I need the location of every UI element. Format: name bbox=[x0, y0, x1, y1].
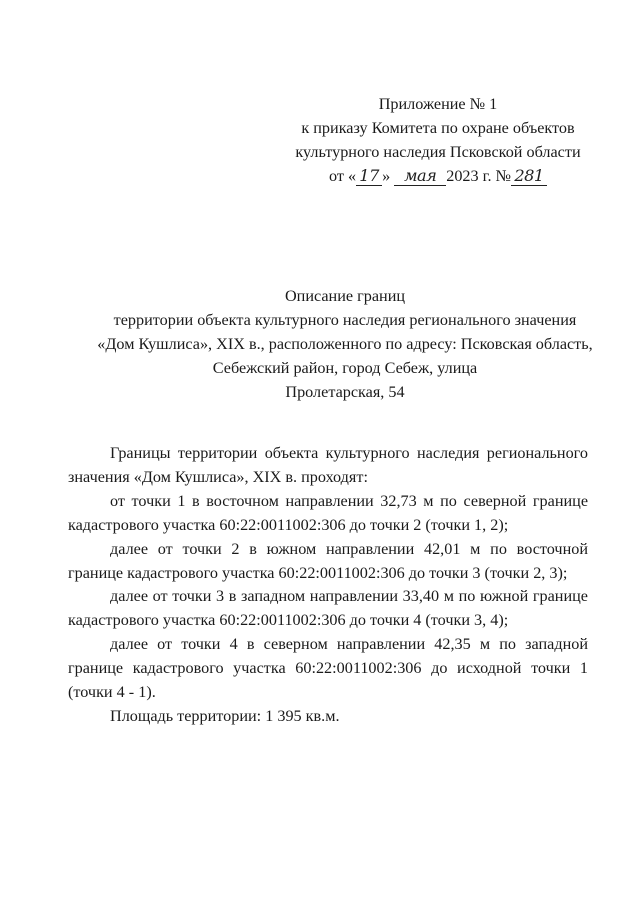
boundary-description bbox=[68, 442, 588, 729]
segment-paragraph-1: от точки 1 в восточном направлении 32,73 м по северной границе кадастрового участка 60:22:0011002:306 до точки 2 (точки 1, 2); bbox=[68, 491, 588, 534]
date-mid: » bbox=[382, 167, 391, 185]
intro-paragraph: Границы территории объекта культурного наследия регионального значения «Дом Кушлиса», XIX в. проходят: bbox=[68, 444, 588, 486]
handwritten-month: мая bbox=[394, 167, 446, 186]
handwritten-day: 17 bbox=[356, 167, 382, 186]
appendix-number: Приложение № 1 bbox=[378, 95, 498, 113]
date-prefix: от « bbox=[328, 167, 357, 185]
area-paragraph: Площадь территории: 1 395 кв.м. bbox=[110, 706, 340, 725]
title-line-1: Описание границ bbox=[284, 287, 406, 305]
segment-paragraph-3: далее от точки 3 в западном направлении 33,40 м по южной границе кадастрового участка 60:22:0011002:306 до точки 4 (точки 3, 4); bbox=[68, 587, 588, 630]
segment-paragraph-4: далее от точки 4 в северном направлении 42,35 м по западной границе кадастрового участка 60:22:0011002:306 до исходной точки 1 (точки 4 - 1). bbox=[68, 635, 588, 702]
title-line-4: Себежский район, город Себеж, улица bbox=[212, 359, 478, 377]
title-line-5: Пролетарская, 54 bbox=[285, 383, 405, 401]
document-title bbox=[60, 284, 630, 404]
handwritten-order-number: 281 bbox=[511, 167, 547, 186]
date-year: 2023 г. № bbox=[446, 167, 512, 185]
title-line-3: «Дом Кушлиса», XIX в., расположенного по адресу: Псковская область, bbox=[97, 335, 593, 353]
title-line-2: территории объекта культурного наследия регионального значения bbox=[113, 311, 577, 329]
segment-paragraph-2: далее от точки 2 в южном направлении 42,01 м по восточной границе кадастрового участка 60:22:0011002:306 до точки 3 (точки 2, 3); bbox=[68, 539, 588, 582]
order-date-line bbox=[288, 164, 588, 188]
committee-name: культурного наследия Псковской области bbox=[295, 143, 581, 161]
order-reference: к приказу Комитета по охране объектов bbox=[301, 119, 575, 137]
appendix-header bbox=[288, 92, 588, 188]
